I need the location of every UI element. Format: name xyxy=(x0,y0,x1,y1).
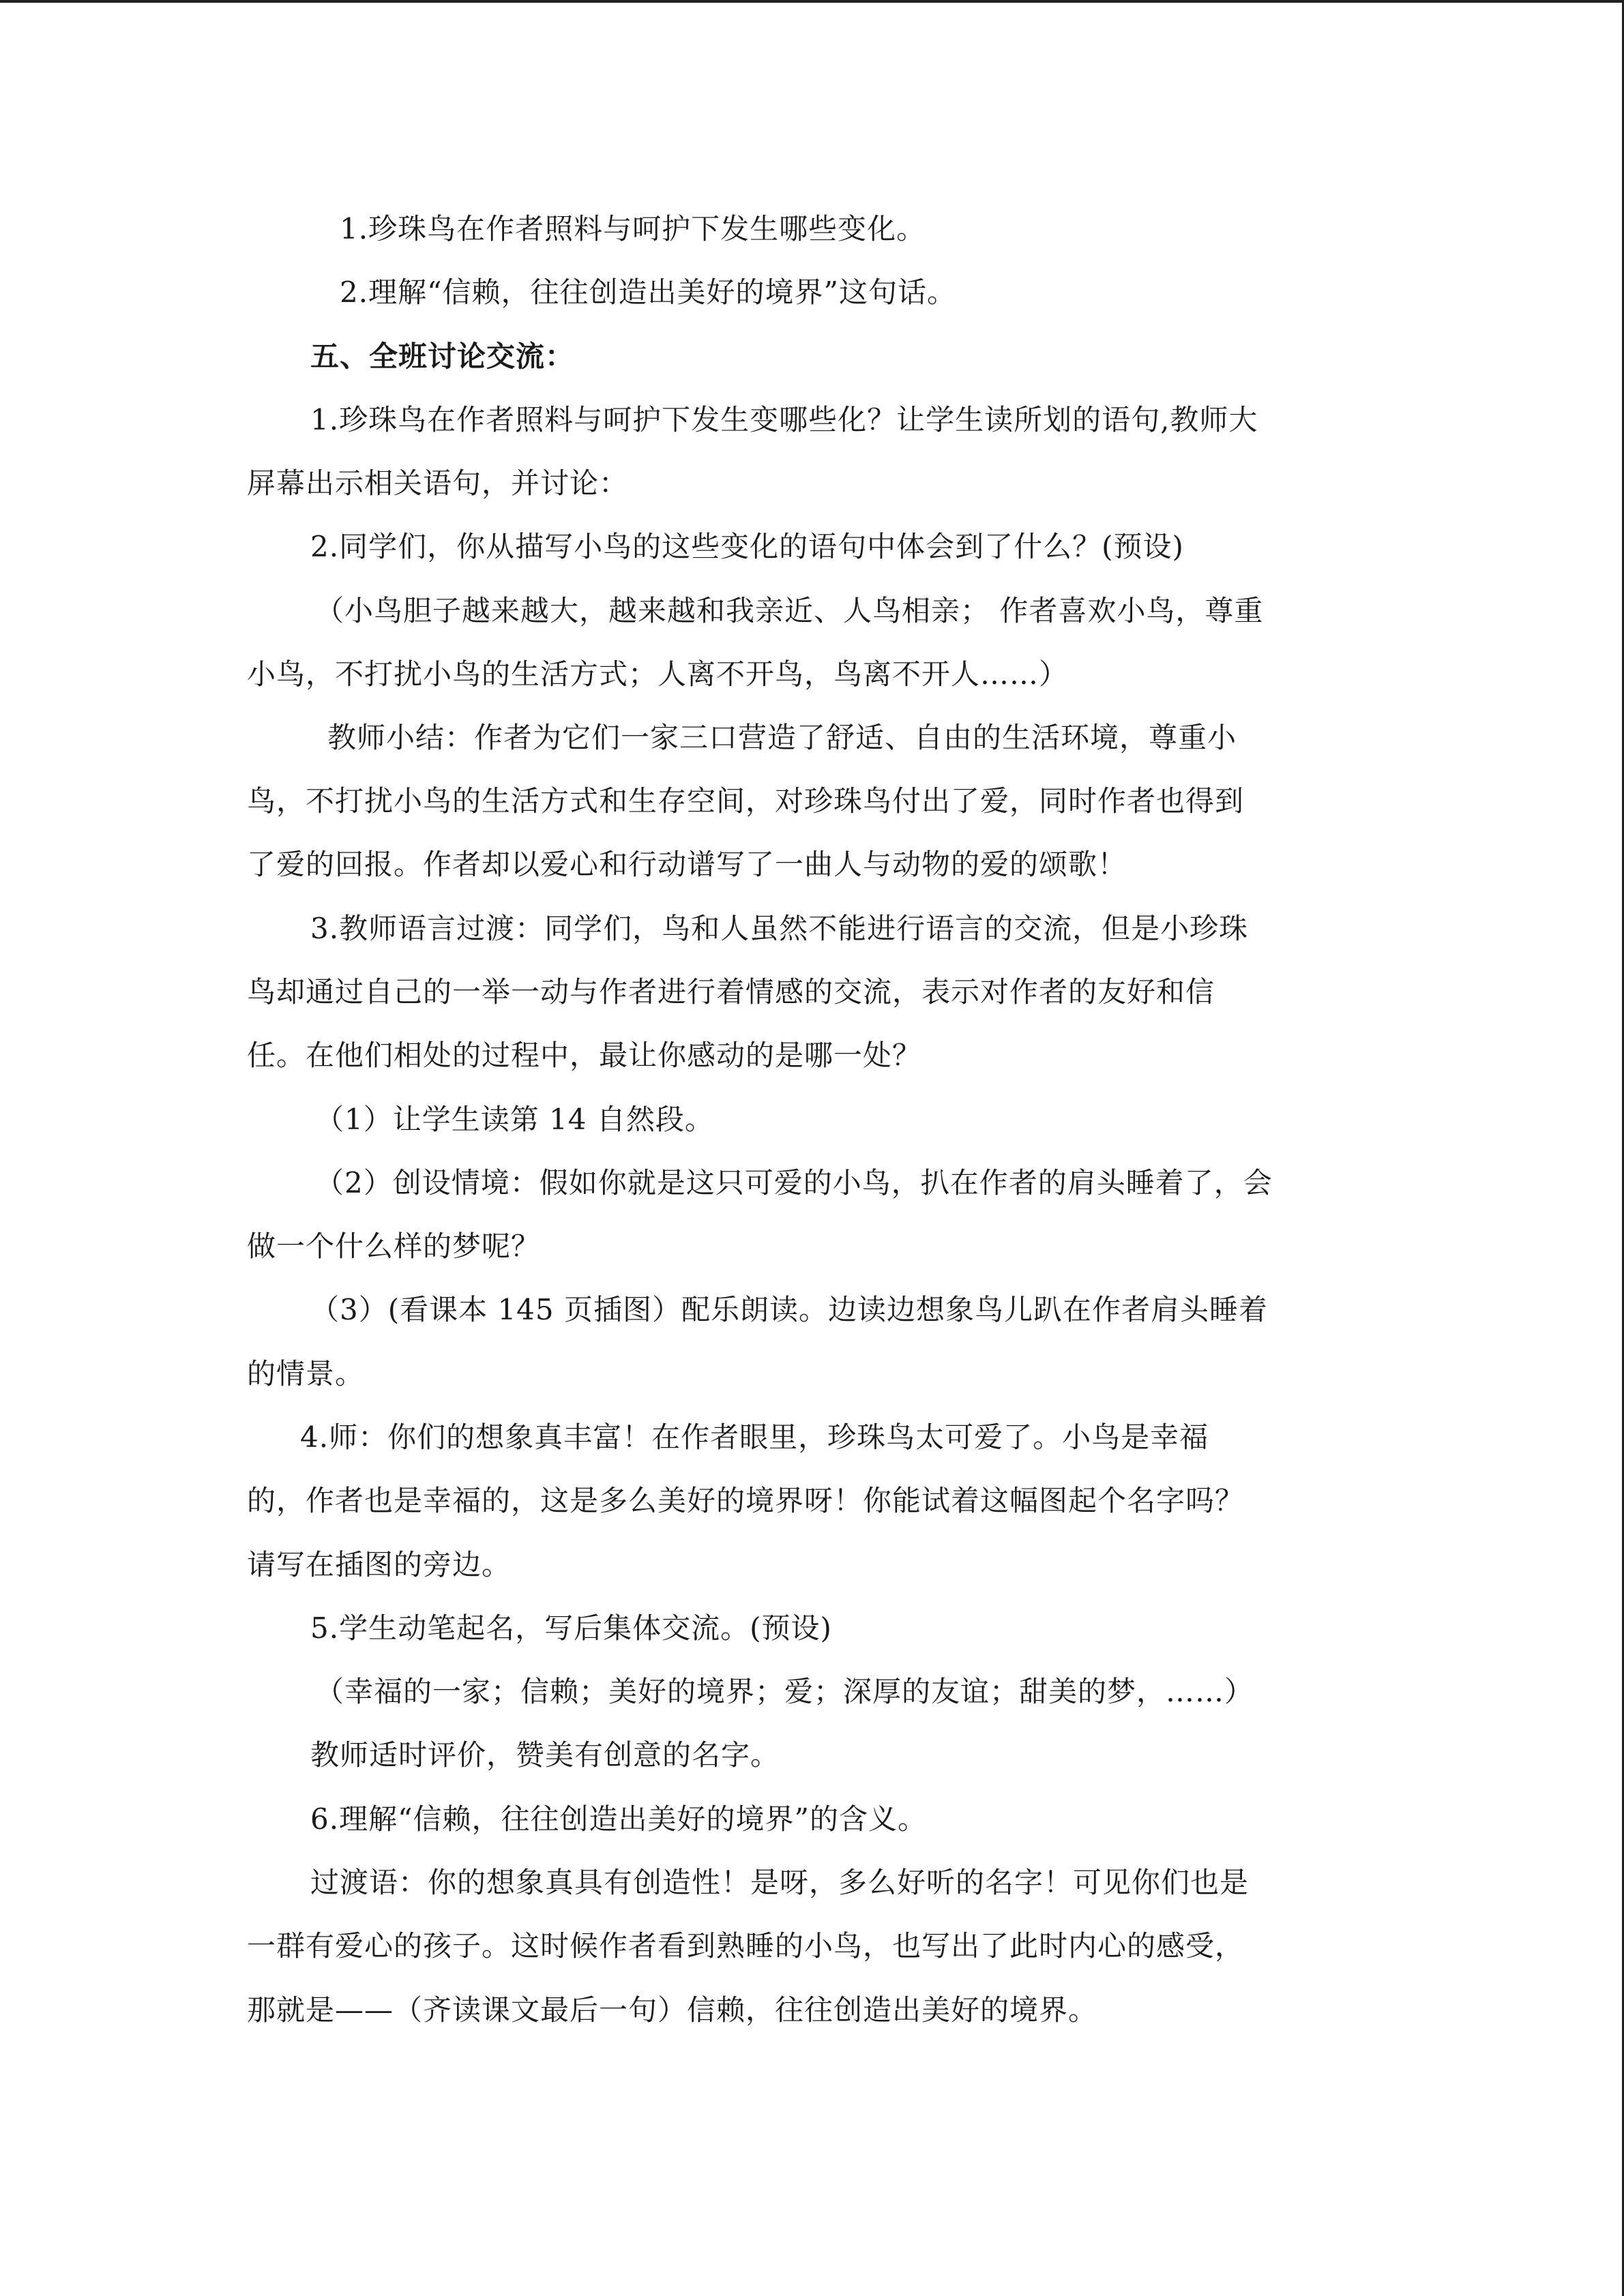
text-line: 教师适时评价，赞美有创意的名字。 xyxy=(310,1738,780,1772)
text-line: 1.珍珠鸟在作者照料与呵护下发生哪些变化。 xyxy=(340,212,926,245)
text-line: 2.理解“信赖，往往创造出美好的境界”这句话。 xyxy=(340,275,957,309)
text-line: 5.学生动笔起名，写后集体交流。(预设) xyxy=(310,1611,832,1645)
text-line: （幸福的一家；信赖；美好的境界；爱；深厚的友谊；甜美的梦，……） xyxy=(315,1675,1254,1708)
text-line: 一群有爱心的孩子。这时候作者看到熟睡的小鸟，也写出了此时内心的感受， xyxy=(247,1929,1245,1963)
text-line: 6.理解“信赖，往往创造出美好的境界”的含义。 xyxy=(310,1802,928,1836)
text-line: 任。在他们相处的过程中，最让你感动的是哪一处？ xyxy=(247,1039,922,1072)
text-line: 小鸟，不打扰小鸟的生活方式；人离不开鸟，鸟离不开人……） xyxy=(247,657,1069,691)
text-line: 4.师：你们的想象真丰富！在作者眼里，珍珠鸟太可爱了。小鸟是幸福 xyxy=(300,1420,1209,1454)
text-line: 屏幕出示相关语句，并讨论： xyxy=(247,466,629,500)
text-line: 教师小结：作者为它们一家三口营造了舒适、自由的生活环境，尊重小 xyxy=(327,721,1237,754)
text-line: 鸟，不打扰小鸟的生活方式和生存空间，对珍珠鸟付出了爱，同时作者也得到 xyxy=(247,784,1245,818)
text-line: （小鸟胆子越来越大，越来越和我亲近、人鸟相亲； 作者喜欢小鸟，尊重 xyxy=(315,594,1264,627)
text-line: （1）让学生读第 14 自然段。 xyxy=(315,1103,714,1136)
text-line: 做一个什么样的梦呢？ xyxy=(247,1229,541,1263)
text-line: 2.同学们，你从描写小鸟的这些变化的语句中体会到了什么？(预设) xyxy=(310,530,1184,563)
text-line: 了爱的回报。作者却以爱心和行动谱写了一曲人与动物的爱的颂歌！ xyxy=(247,848,1127,881)
text-line: 鸟却通过自己的一举一动与作者进行着情感的交流，表示对作者的友好和信 xyxy=(247,975,1215,1009)
text-line: （2）创设情境：假如你就是这只可爱的小鸟，扒在作者的肩头睡着了，会 xyxy=(315,1166,1273,1199)
text-line: 请写在插图的旁边。 xyxy=(247,1548,512,1581)
text-line: 的情景。 xyxy=(247,1357,365,1390)
text-line: 3.教师语言过渡：同学们，鸟和人虽然不能进行语言的交流，但是小珍珠 xyxy=(310,912,1249,945)
text-line: （3）(看课本 145 页插图）配乐朗读。边读边想象鸟儿趴在作者肩头睡着 xyxy=(310,1293,1268,1326)
text-line: 的，作者也是幸福的，这是多么美好的境界呀！你能试着这幅图起个名字吗？ xyxy=(247,1484,1245,1517)
section-heading: 五、全班讨论交流： xyxy=(310,340,575,373)
page-top-border xyxy=(0,0,1624,3)
text-line: 那就是——（齐读课文最后一句）信赖，往往创造出美好的境界。 xyxy=(247,1993,1098,2027)
text-line: 1.珍珠鸟在作者照料与呵护下发生变哪些化？让学生读所划的语句,教师大 xyxy=(310,403,1258,436)
text-line: 过渡语：你的想象真具有创造性！是呀，多么好听的名字！可见你们也是 xyxy=(310,1866,1250,1899)
